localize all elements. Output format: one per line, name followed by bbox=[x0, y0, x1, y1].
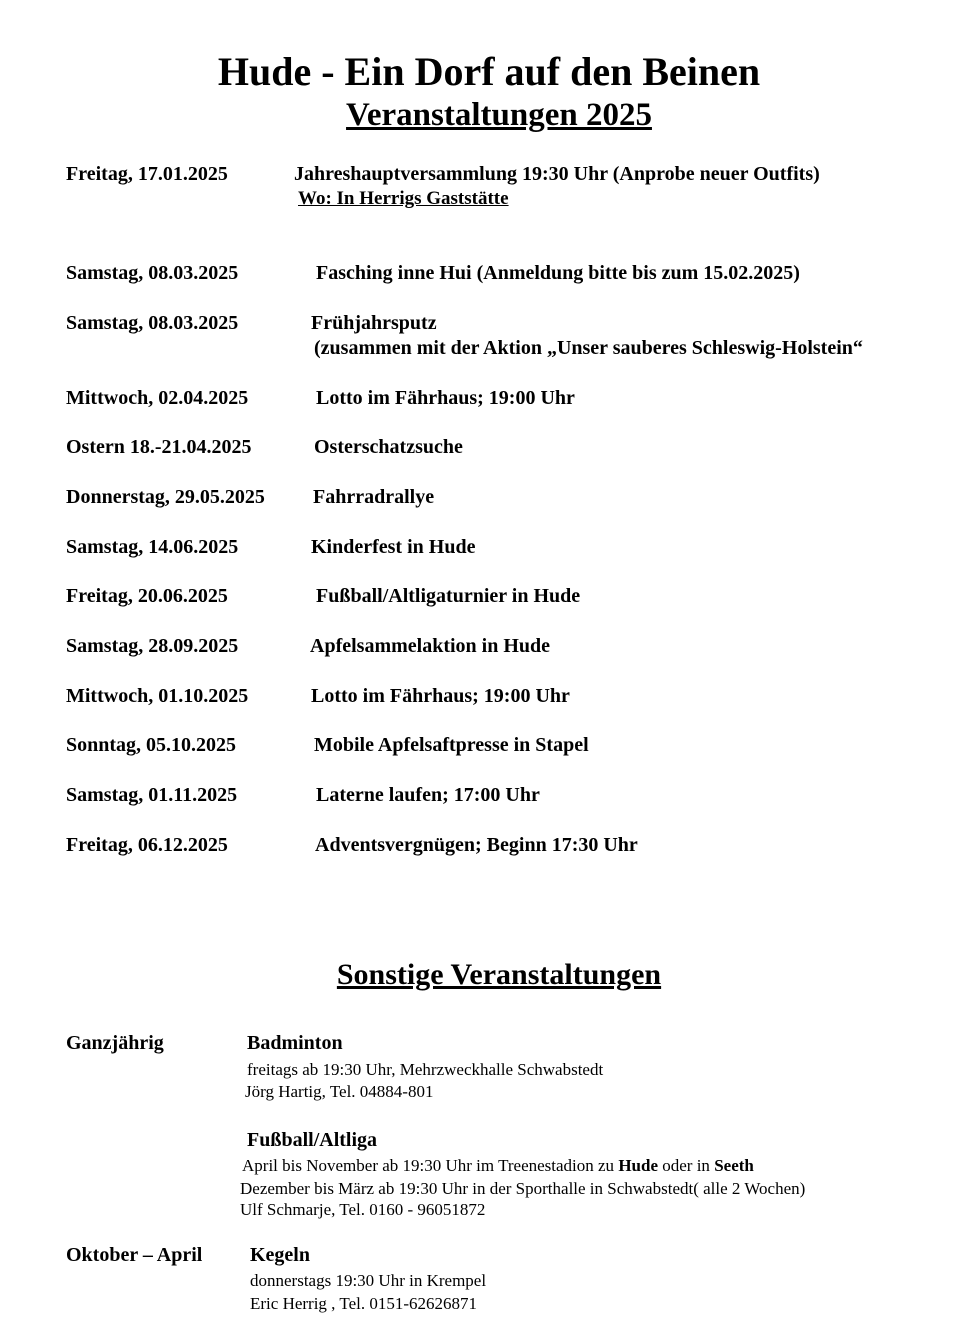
event-date: Mittwoch, 02.04.2025 bbox=[66, 387, 249, 409]
event-title: Jahreshauptversammlung 19:30 Uhr (Anprobe neuer Outfits) bbox=[294, 163, 820, 185]
period-label: Ganzjährig bbox=[66, 1032, 164, 1054]
event-title: Osterschatzsuche bbox=[314, 436, 463, 458]
activity-contact: Jörg Hartig, Tel. 04884-801 bbox=[245, 1082, 434, 1101]
activity-detail: April bis November ab 19:30 Uhr im Treenestadion zu Hude oder in Seeth bbox=[242, 1156, 754, 1175]
event-location: Wo: In Herrigs Gaststätte bbox=[298, 188, 509, 209]
event-title: Kinderfest in Hude bbox=[311, 536, 476, 558]
activity-contact: Ulf Schmarje, Tel. 0160 - 96051872 bbox=[240, 1200, 486, 1219]
page-title: Hude - Ein Dorf auf den Beinen bbox=[217, 49, 761, 94]
event-title: Mobile Apfelsaftpresse in Stapel bbox=[314, 734, 589, 756]
event-date: Freitag, 17.01.2025 bbox=[66, 163, 228, 185]
event-title: Lotto im Fährhaus; 19:00 Uhr bbox=[316, 387, 575, 409]
section-heading: Sonstige Veranstaltungen bbox=[336, 958, 662, 991]
event-title: Adventsvergnügen; Beginn 17:30 Uhr bbox=[315, 834, 638, 856]
event-title: Laterne laufen; 17:00 Uhr bbox=[316, 784, 540, 806]
activity-detail: Dezember bis März ab 19:30 Uhr in der Sporthalle in Schwabstedt( alle 2 Wochen) bbox=[240, 1179, 806, 1198]
activity-title: Fußball/Altliga bbox=[247, 1129, 378, 1151]
event-title: Apfelsammelaktion in Hude bbox=[310, 635, 551, 657]
event-date: Samstag, 08.03.2025 bbox=[66, 262, 239, 284]
event-date: Ostern 18.-21.04.2025 bbox=[66, 436, 252, 458]
event-date: Sonntag, 05.10.2025 bbox=[66, 734, 237, 756]
event-title: Fasching inne Hui (Anmeldung bitte bis zum 15.02.2025) bbox=[316, 262, 800, 284]
event-title: Fußball/Altligaturnier in Hude bbox=[316, 585, 581, 607]
activity-contact: Eric Herrig , Tel. 0151-62626871 bbox=[250, 1294, 478, 1313]
event-date: Freitag, 06.12.2025 bbox=[66, 834, 228, 856]
event-title: Frühjahrsputz bbox=[311, 312, 437, 334]
event-date: Samstag, 08.03.2025 bbox=[66, 312, 239, 334]
activity-detail: freitags ab 19:30 Uhr, Mehrzweckhalle Schwabstedt bbox=[247, 1060, 604, 1079]
activity-title: Badminton bbox=[247, 1032, 343, 1054]
event-date: Samstag, 14.06.2025 bbox=[66, 536, 239, 558]
event-date: Donnerstag, 29.05.2025 bbox=[66, 486, 265, 508]
event-title: Lotto im Fährhaus; 19:00 Uhr bbox=[311, 685, 570, 707]
event-date: Samstag, 01.11.2025 bbox=[66, 784, 238, 806]
event-date: Samstag, 28.09.2025 bbox=[66, 635, 239, 657]
event-note: (zusammen mit der Aktion „Unser sauberes Schleswig-Holstein“ bbox=[314, 337, 863, 359]
event-title: Fahrradrallye bbox=[313, 486, 435, 508]
page-subtitle: Veranstaltungen 2025 bbox=[346, 97, 652, 133]
activity-title: Kegeln bbox=[250, 1244, 310, 1266]
event-date: Mittwoch, 01.10.2025 bbox=[66, 685, 249, 707]
period-label: Oktober – April bbox=[66, 1244, 203, 1266]
event-date: Freitag, 20.06.2025 bbox=[66, 585, 228, 607]
activity-detail: donnerstags 19:30 Uhr in Krempel bbox=[250, 1271, 487, 1290]
